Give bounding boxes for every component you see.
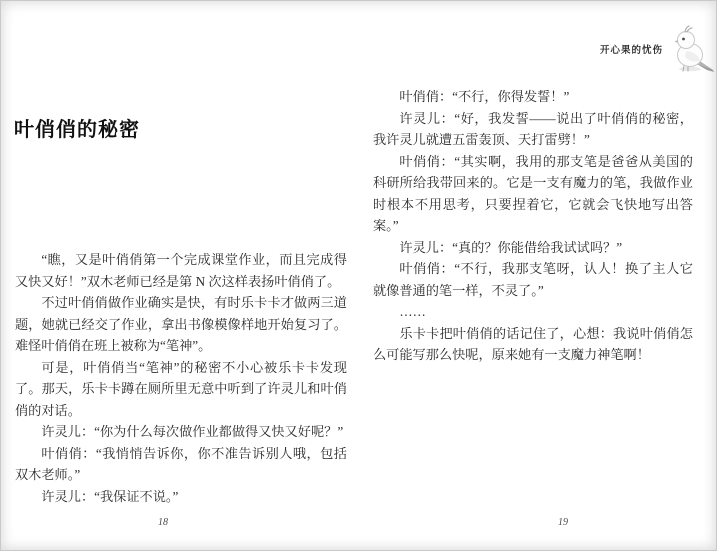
- page-number-right: 19: [558, 517, 568, 528]
- left-page-body: [15, 249, 347, 507]
- bird-icon: [673, 25, 715, 73]
- paragraph: 许灵儿：“好，我发誓——说出了叶俏俏的秘密，我许灵儿就遭五雷轰顶、天打雷劈！”: [373, 110, 693, 147]
- paragraph: 叶俏俏：“不行，你得发誓！”: [399, 89, 570, 104]
- paragraph: 叶俏俏：“其实啊，我用的那支笔是爸爸从美国的科研所给我带回来的。它是一支有魔力的笔，我做作业时根本不用思考，只要捏着它，它就会飞快地写出答案。”: [373, 153, 693, 233]
- right-page-body: [373, 86, 693, 366]
- paragraph: “瞧，又是叶俏俏第一个完成课堂作业，而且完成得又快又好！”双木老师已经是第 N 次这样表扬叶俏俏了。: [15, 252, 347, 289]
- paragraph: 不过叶俏俏做作业确实是快，有时乐卡卡才做两三道题，她就已经交了作业，拿出书像模像样地开始复习了。难怪叶俏俏在班上被称为“笔神”。: [15, 295, 347, 353]
- paragraph: 叶俏俏：“不行，我那支笔呀，认人！换了主人它就像普通的笔一样，不灵了。”: [373, 261, 693, 298]
- paragraph: ……: [399, 304, 426, 319]
- paragraph: 可是，叶俏俏当“笔神”的秘密不小心被乐卡卡发现了。那天，乐卡卡蹲在厕所里无意中听到了许灵儿和叶俏俏的对话。: [15, 359, 347, 418]
- page-number-left: 18: [158, 517, 168, 528]
- paragraph: 叶俏俏：“我悄悄告诉你，你不准告诉别人哦，包括双木老师。”: [15, 445, 347, 482]
- chapter-title: 叶俏俏的秘密: [14, 117, 140, 141]
- paragraph: 许灵儿：“你为什么每次做作业都做得又快又好呢？”: [41, 424, 344, 439]
- paragraph: 许灵儿：“我保证不说。”: [41, 488, 179, 504]
- running-title: 开心果的忧伤: [599, 45, 663, 56]
- paragraph: 乐卡卡把叶俏俏的话记住了，心想：我说叶俏俏怎么可能写那么快呢，原来她有一支魔力神笔啊！: [373, 325, 693, 362]
- paragraph: 许灵儿：“真的？你能借给我试试吗？”: [399, 239, 623, 255]
